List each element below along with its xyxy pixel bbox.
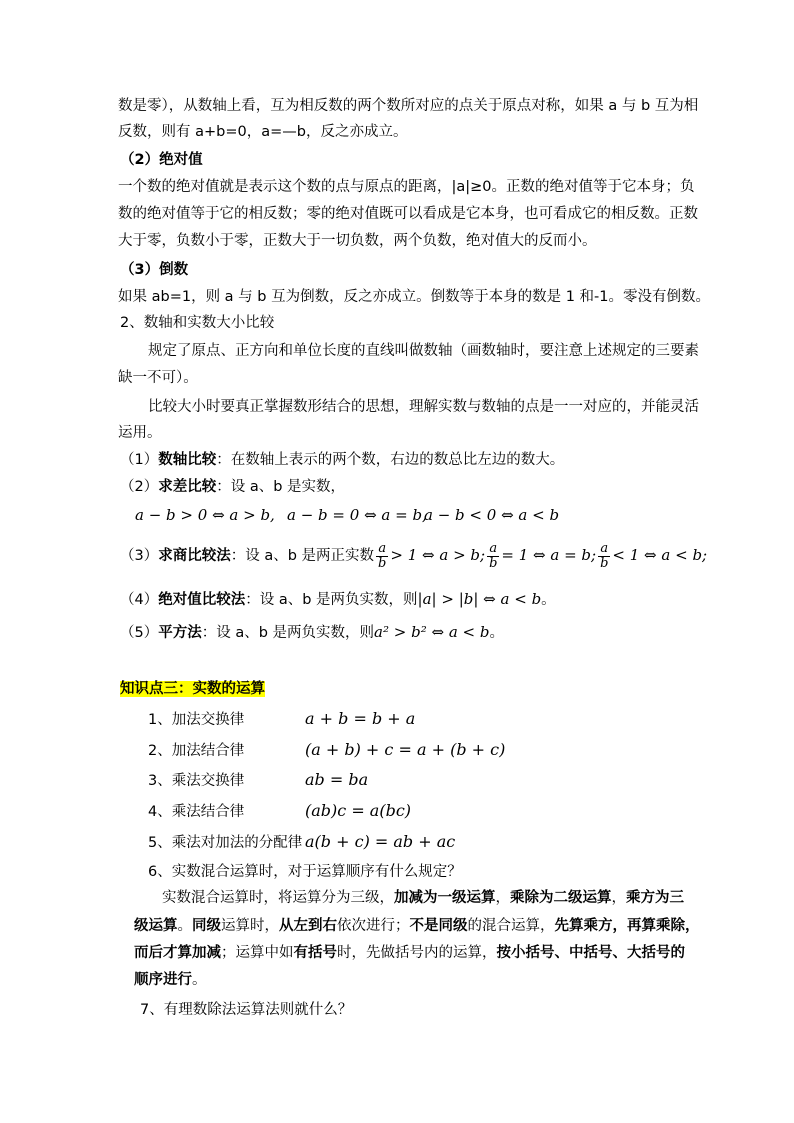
fraction-numerator: a	[376, 542, 388, 557]
question-6: 6、实数混合运算时，对于运算顺序有什么规定？	[148, 864, 462, 880]
method-3-formula-3: < 1 ⇔ a < b;	[612, 546, 708, 564]
law-formula-1: a + b = b + a	[305, 709, 416, 728]
method-5	[120, 622, 504, 643]
compare-p1-line-1: 规定了原点、正方向和单位长度的直线叫做数轴（画数轴时，要注意上述规定的三要素	[148, 343, 699, 359]
answer-bold: 不是同级	[409, 918, 468, 934]
method-2-prefix: （2）	[120, 479, 159, 495]
answer-text: 时，先做括号内的运算，	[337, 945, 497, 961]
fraction-numerator: a	[598, 542, 610, 557]
answer-bold: 加减为一级运算	[394, 890, 496, 906]
abs-line-1: 一个数的绝对值就是表示这个数的点与原点的距离，|a|≥0。正数的绝对值等于它本身；负	[118, 179, 695, 195]
law-formula-3: ab = ba	[305, 770, 369, 789]
method-4	[120, 589, 556, 610]
method-3-prefix: （3）	[120, 548, 159, 564]
method-3-name: 求商比较法	[158, 548, 231, 564]
method-2-name: 求差比较	[158, 479, 217, 495]
method-5-formula: a² > b² ⇔ a < b	[374, 623, 490, 641]
law-name-2: 2、加法结合律	[148, 743, 245, 759]
question-7: 7、有理数除法运算法则就什么？	[140, 1002, 353, 1018]
method-1-text: ：在数轴上表示的两个数，右边的数总比左边的数大。	[216, 452, 565, 468]
fraction-a-over-b-3	[598, 542, 610, 571]
section-heading	[120, 679, 265, 699]
method-2-text: ：设 a、b 是实数，	[216, 479, 346, 495]
method-4-name: 绝对值比较法	[158, 592, 246, 608]
answer-text: 实数混合运算时，将运算分为三级，	[162, 890, 394, 906]
method-3-formula-1: > 1 ⇔ a > b;	[390, 546, 486, 564]
answer-line-4	[134, 970, 207, 990]
method-2	[120, 477, 345, 497]
fraction-denominator: b	[600, 555, 609, 571]
method-5-text: ：设 a、b 是两负实数，则	[201, 625, 375, 641]
law-name-1: 1、加法交换律	[148, 712, 245, 728]
method-5-end: 。	[489, 625, 504, 641]
answer-text: 。	[192, 972, 207, 988]
fraction-a-over-b-2	[487, 542, 499, 571]
answer-line-3	[134, 943, 685, 963]
answer-text: ，	[611, 890, 626, 906]
method-1-prefix: （1）	[120, 452, 159, 468]
answer-bold: 级运算	[134, 918, 178, 934]
answer-bold: 从左到右	[279, 918, 337, 934]
method-1	[120, 450, 564, 470]
method-2-formula-2: a − b = 0 ⇔ a = b,	[287, 506, 427, 524]
answer-text: ，	[495, 890, 510, 906]
method-4-text: ：设 a、b 是两负实数，则	[245, 592, 418, 608]
law-formula-5: a(b + c) = ab + ac	[305, 832, 456, 851]
answer-bold: 乘方为三	[626, 890, 684, 906]
law-name-3: 3、乘法交换律	[148, 773, 245, 789]
answer-line-1	[162, 888, 684, 908]
method-4-formula: |a| > |b| ⇔ a < b	[417, 590, 542, 608]
answer-text: 的混合运算，	[467, 918, 555, 934]
answer-bold: 顺序进行	[134, 972, 192, 988]
section-heading-text: 知识点三：实数的运算	[120, 681, 265, 697]
method-3	[120, 536, 707, 574]
abs-heading: （2）绝对值	[120, 152, 203, 168]
law-formula-4: (ab)c = a(bc)	[305, 801, 412, 820]
answer-text: 依次进行；	[337, 918, 410, 934]
compare-p2-line-1: 比较大小时要真正掌握数形结合的思想，理解实数与数轴的点是一一对应的，并能灵活	[148, 399, 699, 415]
method-2-formula-3: a − b < 0 ⇔ a < b	[424, 506, 560, 524]
compare-p1-line-2: 缺一不可）。	[118, 370, 198, 386]
method-2-formula-1: a − b > 0 ⇔ a > b,	[135, 506, 275, 524]
method-3-formula-2: = 1 ⇔ a = b;	[501, 546, 597, 564]
intro-line-1: 数是零），从数轴上看，互为相反数的两个数所对应的点关于原点对称，如果 a 与 b 互为相	[118, 98, 699, 114]
method-4-prefix: （4）	[120, 592, 159, 608]
reciprocal-line-1: 如果 ab=1，则 a 与 b 互为倒数，反之亦成立。倒数等于本身的数是 1 和-1。零没有倒数。	[118, 289, 710, 305]
answer-bold: 有括号	[293, 945, 337, 961]
answer-bold: 乘除为二级运算	[510, 890, 612, 906]
method-5-name: 平方法	[158, 625, 202, 641]
method-4-end: 。	[541, 592, 556, 608]
method-5-prefix: （5）	[120, 625, 159, 641]
law-formula-2: (a + b) + c = a + (b + c)	[305, 740, 506, 759]
method-1-name: 数轴比较	[158, 452, 217, 468]
answer-bold: 按小括号、中括号、大括号的	[496, 945, 685, 961]
reciprocal-heading: （3）倒数	[120, 262, 189, 278]
compare-heading: 2、数轴和实数大小比较	[120, 315, 275, 331]
answer-bold: 而后才算加减	[134, 945, 221, 961]
answer-bold: 先算乘方，再算乘除，	[554, 918, 700, 934]
law-name-5: 5、乘法对加法的分配律	[148, 835, 303, 851]
fraction-denominator: b	[378, 555, 387, 571]
answer-bold: 同级	[192, 918, 221, 934]
method-3-text: ：设 a、b 是两正实数	[230, 548, 375, 564]
fraction-numerator: a	[487, 542, 499, 557]
abs-line-3: 大于零，负数小于零，正数大于一切负数，两个负数，绝对值大的反而小。	[118, 233, 597, 249]
fraction-a-over-b-1	[376, 542, 388, 571]
abs-line-2: 数的绝对值等于它的相反数；零的绝对值既可以看成是它本身，也可看成它的相反数。正数	[118, 206, 698, 222]
compare-p2-line-2: 运用。	[118, 425, 162, 441]
answer-text: ；运算中如	[221, 945, 294, 961]
answer-text: 。	[177, 918, 192, 934]
answer-text: 运算时，	[221, 918, 279, 934]
answer-line-2	[134, 916, 700, 936]
fraction-denominator: b	[489, 555, 498, 571]
intro-line-2: 反数，则有 a+b=0，a=—b，反之亦成立。	[118, 124, 408, 140]
law-name-4: 4、乘法结合律	[148, 804, 245, 820]
